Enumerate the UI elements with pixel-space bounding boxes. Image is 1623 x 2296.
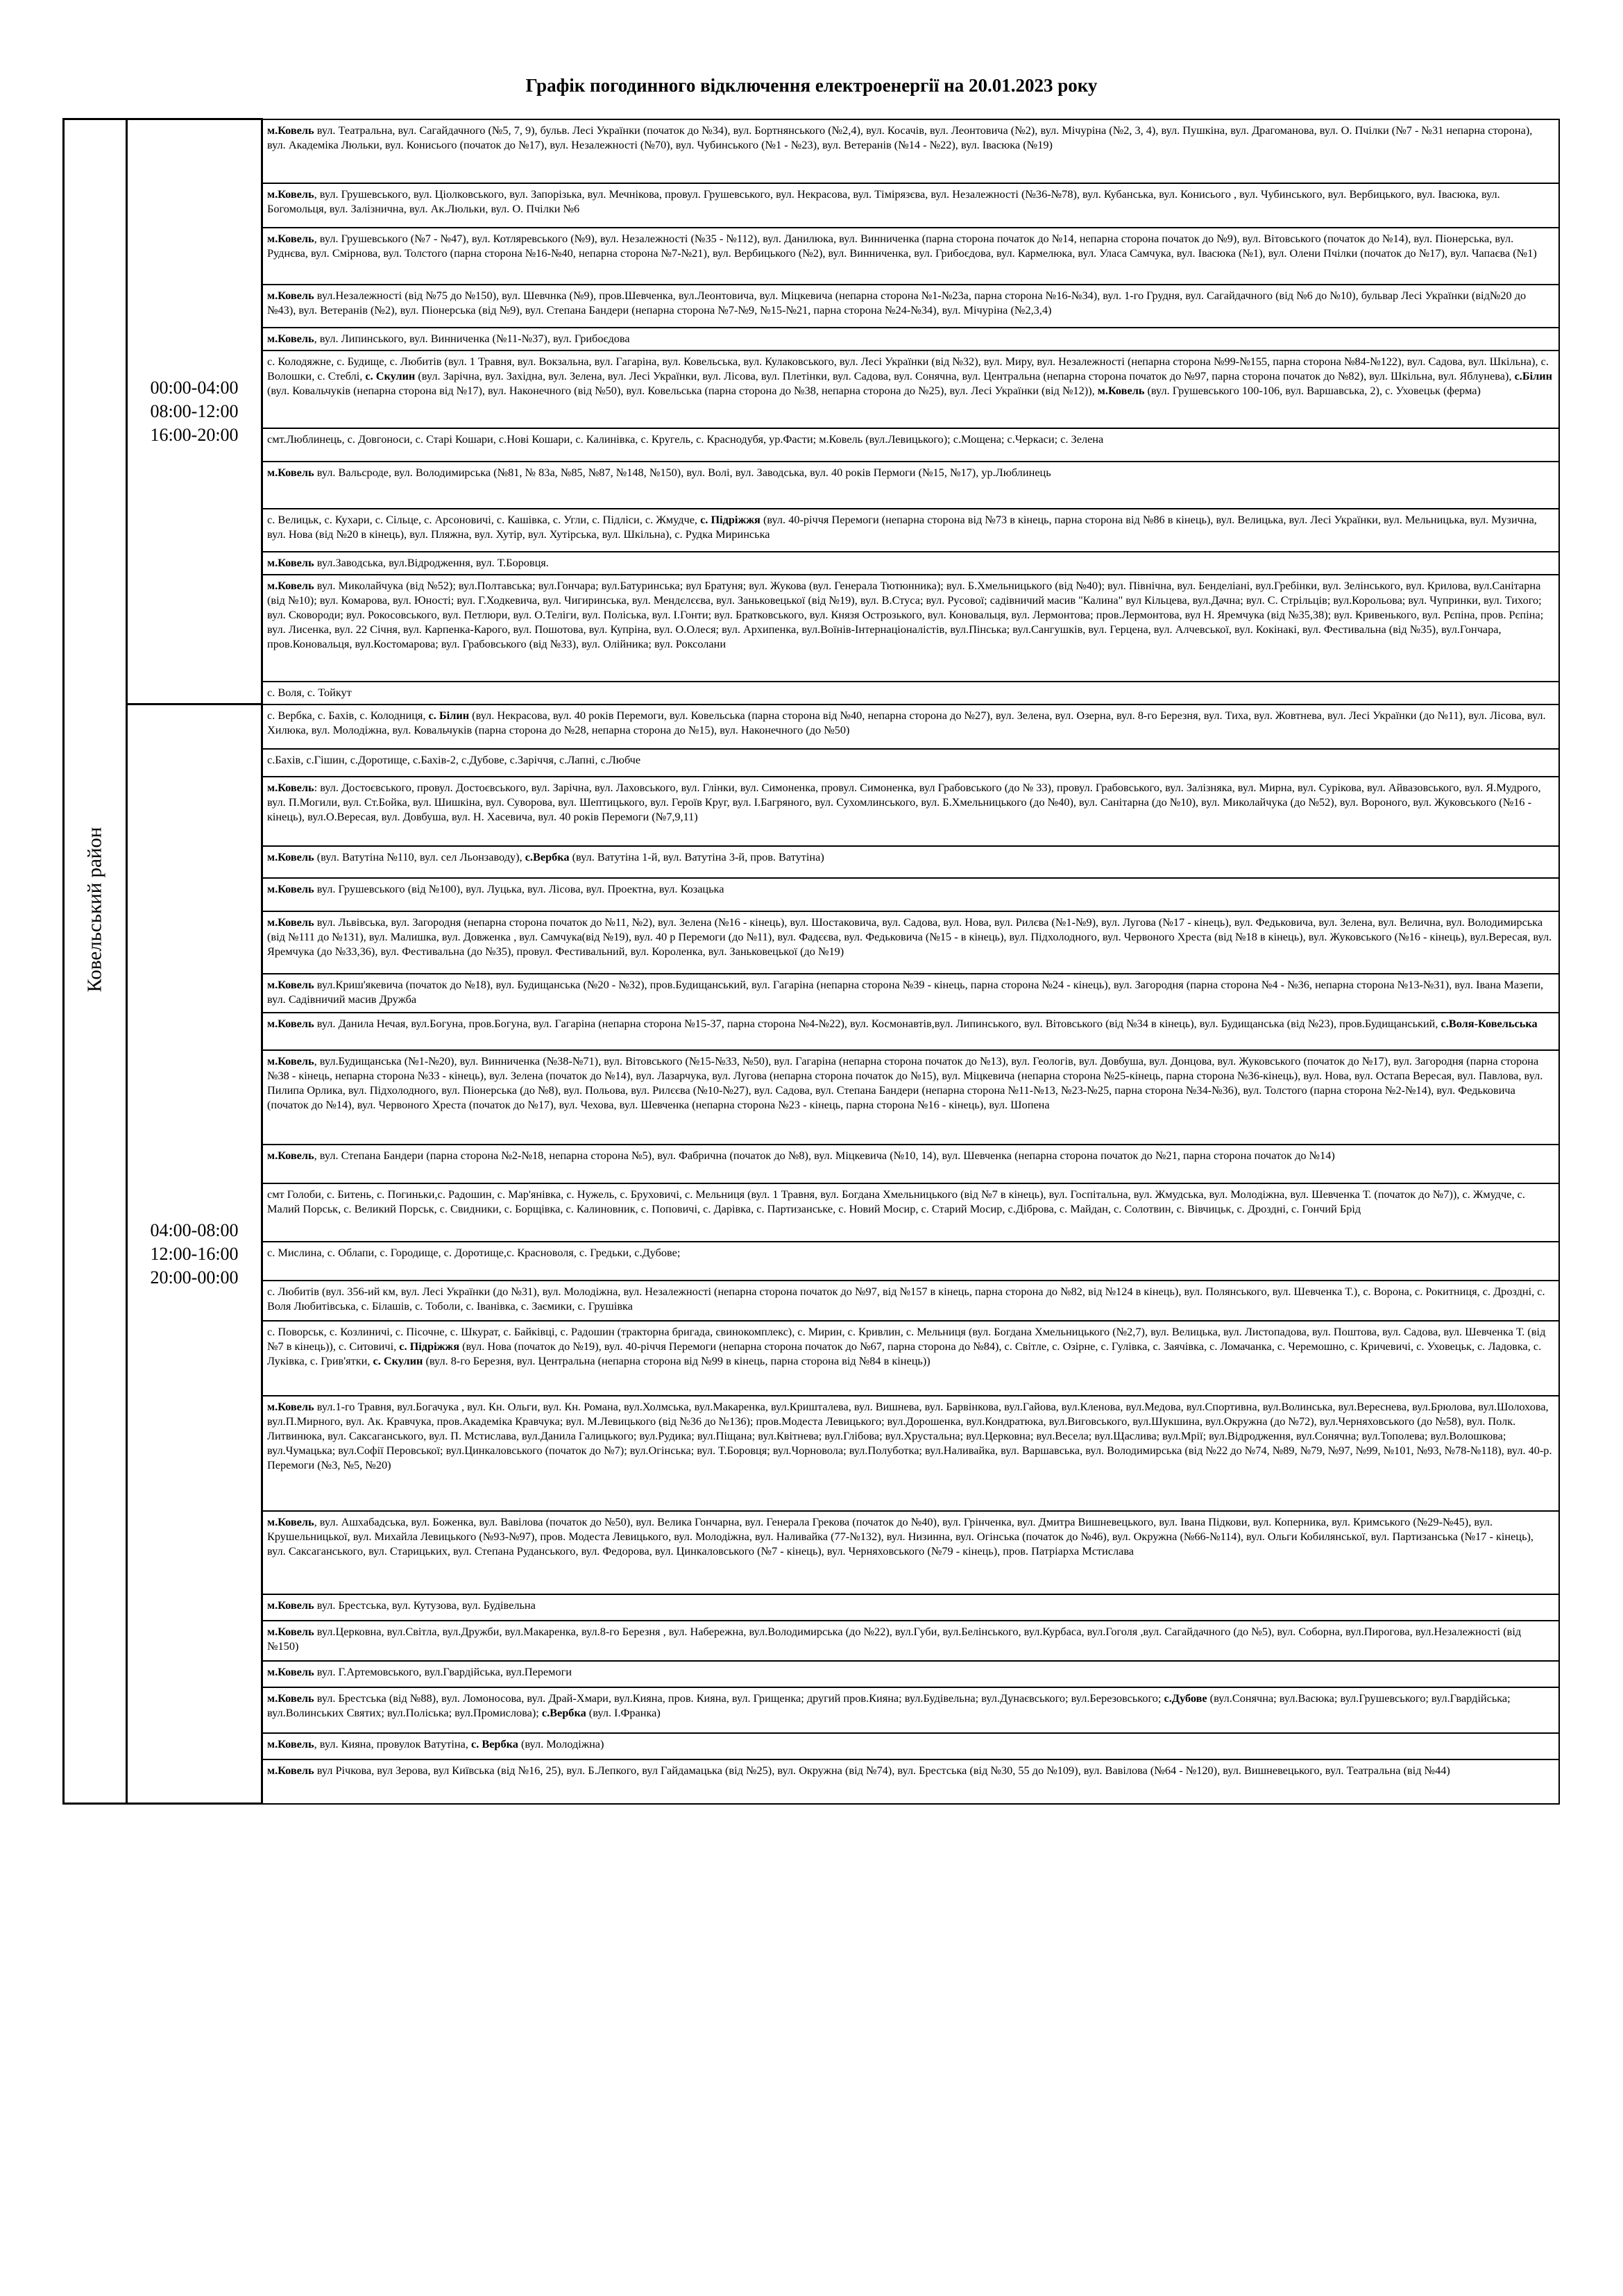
table-row xyxy=(64,119,1560,183)
table-row xyxy=(64,846,1560,878)
address-text: , вул. Грушевського (№7 - №47), вул. Котляревського (№9), вул. Незалежності (№35 - №112), вул. Данилюка, вул. Винниченка (парна сторона початок до №14, непарна сторона початок до №9), вул. Вітовського (початок до №14), вул. Піонерська, вул. Руднєва, вул. Смірнова, вул. Толстого (парна сторона №16-№40, непарна сторона №7-№21), вул. Вербицького (№2), вул. Винниченка, вул. Грибоєдова, вул. Кармелюка, вул. Уласа Самчука, вул. Івасюка (№1), вул. Олени Пчілки (початок до №17), вул. Чапаєва (№1) xyxy=(267,231,1537,260)
locality-name: м.Ковель xyxy=(267,850,314,863)
address-cell xyxy=(262,1621,1560,1661)
address-text: (вул. Грушевського 100-106, вул. Варшавська, 2), с. Уховецьк (ферма) xyxy=(1144,383,1481,397)
address-text: вул. Львівська, вул. Загородня (непарна сторона початок до №11, №2), вул. Зелена (№16 - кінець), вул. Шостаковича, вул. Садова, вул. Нова, вул. Рилєва (№1-№9), вул. Лугова (№17 - кінець), вул. Федьковича, вул. Зелена, вул. Велична, вул. Володимирська (від №111 до №131), вул. Малишка, вул. Довженка , вул. Самчука(від №19), вул. 40 р Перемоги (до №11), вул. Фадєєва, вул. Федьковича (№15 - в кінець), вул. Підхолодного, вул. Червоного Хреста (від №18 в кінець), вул. Жуковського (№16 - кінець), вул.Вересая, вул. Яремчука (до №33,36), вул. Фестивальна (до №35), провул. Фестивальний, вул. Короленка, вул. Заньковецької (до №19) xyxy=(267,915,1552,958)
locality-name: м.Ковель xyxy=(267,1514,314,1528)
table-row xyxy=(64,1183,1560,1242)
address-text: , вул.Будищанська (№1-№20), вул. Винниченка (№38-№71), вул. Вітовського (№15-№33, №50), вул. Гагаріна (непарна сторона початок до №13), вул. Геологів, вул. Довбуша, вул. Донцова, вул. Жуковського (початок до №17), вул. Загородня (парна сторона №38 - кінець, непарна сторона №33 - кінець), вул. Зелена (початок до №14), вул. Лазарчука, вул. Лугова (непарна сторона початок до №15), вул. Міцкевича (непарна сторона №25-кінець, парна сторона №36-кінець), вул. Нова, вул. Остапа Вересая, вул. Павлова, вул. Пилипа Орлика, вул. Підхолодного, вул. Піонерська (до №8), вул. Польова, вул. Рилєєва (№10-№27), вул. Садова, вул. Степана Бандери (непарна сторона №11-№13, №23-№25, парна сторона №34-№36), вул. Толстого (парна сторона №2-№14), вул. Федьковича (початок до №14), вул. Червоного Хреста (початок до №17), вул. Чехова, вул. Шевченка (непарна сторона №23 - кінець, парна сторона №16 - кінець), вул. Шопена xyxy=(267,1054,1543,1111)
address-text: с. Поворськ, с. Козлиничі, с. Пісочне, с. Шкурат, с. Байківці, с. Радошин (тракторна бригада, свинокомплекс), с. Мирин, с. Кривлин, с. Мельниця (вул. Богдана Хмельницького (№2,7), вул. Велицька, вул. Листопадова, вул. Поштова, вул. Садова, вул. Шевченка Т. (від №7 в кінець)), с. Ситовичі, xyxy=(267,1324,1546,1353)
address-text: вул Річкова, вул Зерова, вул Київська (від №16, 25), вул. Б.Лепкого, вул Гайдамацька (від №25), вул. Окружна (від №74), вул. Брестська (від №30, 55 до №109), вул. Вавілова (№64 - №120), вул. Вишневецького, вул. Театральна (від №44) xyxy=(314,1763,1450,1777)
locality-name: м.Ковель xyxy=(267,1624,314,1638)
table-row xyxy=(64,878,1560,911)
address-text: (вул. 40-річчя Перемоги (непарна сторона від №73 в кінець, парна сторона від №86 в кінець), вул. Велицька, вул. Лесі Українки, вул. Мельницька, вул. Музична, вул. Нова (від №20 в кінець), вул. Пляжна, вул. Хутір, вул. Хутірська, вул. Шкільна), с. Рудка Миринська xyxy=(267,512,1537,541)
table-row xyxy=(64,749,1560,777)
locality-name: с. Вербка xyxy=(470,1737,518,1750)
locality-name: м.Ковель xyxy=(267,555,314,569)
address-cell xyxy=(262,183,1560,228)
address-cell xyxy=(262,1733,1560,1759)
time-slot: 12:00-16:00 xyxy=(150,1243,239,1264)
locality-name: с.Дубове xyxy=(1164,1691,1207,1705)
address-text: вул. Брестська (від №88), вул. Ломоносова, вул. Драй-Хмари, вул.Кияна, пров. Кияна, вул. Грищенка; другий пров.Кияна; вул.Будівельна; вул.Дунаєвського; вул.Березовського; xyxy=(314,1691,1164,1705)
address-text: вул. Г.Артемовського, вул.Гвардійська, вул.Перемоги xyxy=(314,1664,572,1678)
address-cell xyxy=(262,682,1560,704)
time-slot: 00:00-04:00 xyxy=(150,378,239,398)
time-slots-cell xyxy=(127,704,262,1804)
address-cell xyxy=(262,1321,1560,1396)
table-row xyxy=(64,1687,1560,1733)
address-cell xyxy=(262,228,1560,285)
table-row xyxy=(64,228,1560,285)
address-cell xyxy=(262,1281,1560,1321)
table-row xyxy=(64,911,1560,974)
locality-name: м.Ковель xyxy=(267,1016,314,1030)
address-text: с. Воля, с. Тойкут xyxy=(267,685,352,699)
address-text: (вул. Нова (початок до №19), вул. 40-річчя Перемоги (непарна сторона початок до №67, парна сторона до №84), с. Світле, с. Озірне, с. Гулівка, с. Заячівка, с. Ломачанка, с. Черемошно, с. Кричевичі, с. Уховецьк, с. Ладовка, с. Луківка, с. Грив'ятки, xyxy=(267,1339,1542,1367)
address-cell xyxy=(262,1013,1560,1050)
address-text: (вул. І.Франка) xyxy=(586,1705,661,1719)
locality-name: м.Ковель xyxy=(267,1691,314,1705)
table-row xyxy=(64,1661,1560,1687)
address-cell xyxy=(262,1396,1560,1511)
table-row xyxy=(64,1396,1560,1511)
table-row xyxy=(64,552,1560,575)
address-text: : вул. Достоєвського, провул. Достоєвського, вул. Зарічна, вул. Лаховського, вул. Глінки, вул. Симоненка, провул. Симоненка, вул Грабовського (до № 33), провул. Грабовського, вул. Залізняка, вул. Мирна, вул. Сурікова, вул. Айвазовського, вул. Я.Мудрого, вул. П.Могили, вул. Ст.Бойка, вул. Шишкіна, вул. Суворова, вул. Шептицького, вул. Героїв Круг, вул. І.Багряного, вул. Сухомлинського, вул. Б.Хмельницького (до №40), вул. Санітарна (до №10), вул. Миколайчука (до №52), вул. Вороного, вул. Жуковського (№16 - кінець), вул.О.Вересая, вул. Довбуша, вул. Н. Хасевича, вул. 40 років Перемоги (№7,9,11) xyxy=(267,780,1541,823)
address-cell xyxy=(262,749,1560,777)
address-cell xyxy=(262,1511,1560,1594)
time-slot: 04:00-08:00 xyxy=(150,1219,239,1240)
table-row xyxy=(64,285,1560,328)
table-row xyxy=(64,1321,1560,1396)
locality-name: м.Ковель xyxy=(267,578,314,592)
address-text: (вул.Сонячна; вул.Васюка; вул.Грушевського; вул.Гвардійська; вул.Волинських Святих; вул.Поліська; вул.Промислова); xyxy=(267,1691,1511,1719)
district-cell xyxy=(64,119,127,1804)
table-row xyxy=(64,1281,1560,1321)
address-text: вул.Заводська, вул.Відродження, вул. Т.Боровця. xyxy=(314,555,549,569)
table-row xyxy=(64,509,1560,552)
locality-name: м.Ковель xyxy=(267,187,314,201)
locality-name: с.Воля-Ковельська xyxy=(1441,1016,1538,1030)
address-text: (вул. 8-го Березня, вул. Центральна (непарна сторона від №99 в кінець, парна сторона від №84 в кінець)) xyxy=(423,1353,931,1367)
table-row xyxy=(64,183,1560,228)
address-cell xyxy=(262,1183,1560,1242)
address-text: , вул. Липинського, вул. Винниченка (№11-№37), вул. Грибоєдова xyxy=(314,331,630,345)
table-row xyxy=(64,1511,1560,1594)
address-text: , вул. Степана Бандери (парна сторона №2-№18, непарна сторона №5), вул. Фабрична (початок до №8), вул. Міцкевича (№10, 14), вул. Шевченка (непарна сторона початок до №21, парна сторона початок до №14) xyxy=(314,1148,1335,1162)
address-text: (вул. Ватутіна 1-й, вул. Ватутіна 3-й, пров. Ватутіна) xyxy=(569,850,824,863)
page-title: Графік погодинного відключення електроенергії на 20.01.2023 року xyxy=(525,75,1098,96)
time-slot: 20:00-00:00 xyxy=(150,1267,239,1288)
locality-name: м.Ковель xyxy=(267,1598,314,1612)
time-slot: 16:00-20:00 xyxy=(150,425,239,445)
address-text: вул. Брестська, вул. Кутузова, вул. Будівельна xyxy=(314,1598,536,1612)
district-label: Ковельський район xyxy=(83,827,106,992)
address-cell xyxy=(262,1661,1560,1687)
table-row xyxy=(64,1733,1560,1759)
address-cell xyxy=(262,974,1560,1013)
address-text: (вул. Молодіжна) xyxy=(518,1737,604,1750)
address-cell xyxy=(262,351,1560,428)
table-row xyxy=(64,704,1560,749)
address-text: вул. Театральна, вул. Сагайдачного (№5, 7, 9), бульв. Лесі Українки (початок до №34), вул. Бортнянського (№2,4), вул. Косачів, вул. Леонтовича (№2), вул. Мічуріна (№2, 3, 4), вул. Пушкіна, вул. Драгоманова, вул. О. Пчілки (№7 - №31 непарна сторона), вул. Академіка Люльки, вул. Конисього (початок до №17), вул. Незалежності (№70), вул. Чубинського (№1 - №23), вул. Ветеранів (№14 - №22), вул. Івасюка (№19) xyxy=(267,123,1533,151)
table-row xyxy=(64,1242,1560,1281)
locality-name: с. Підріжжя xyxy=(399,1339,460,1353)
address-text: вул. Данила Нечая, вул.Богуна, пров.Богуна, вул. Гагаріна (непарна сторона №15-37, парна сторона №4-№22), вул. Космонавтів,вул. Липинського, вул. Вітовського (від №34 в кінець), вул. Будищанська (від №23), пров.Будищанський, xyxy=(314,1016,1441,1030)
address-cell xyxy=(262,1594,1560,1621)
locality-name: м.Ковель xyxy=(267,1054,314,1067)
address-cell xyxy=(262,1050,1560,1145)
locality-name: м.Ковель xyxy=(267,288,314,302)
address-cell xyxy=(262,777,1560,846)
address-cell xyxy=(262,509,1560,552)
schedule-body xyxy=(64,119,1560,1804)
locality-name: с.Вербка xyxy=(541,1705,586,1719)
table-row xyxy=(64,351,1560,428)
address-cell xyxy=(262,846,1560,878)
address-text: вул.Криш'якевича (початок до №18), вул. Будищанська (№20 - №32), пров.Будищанський, вул. Гагаріна (непарна сторона №39 - кінець, парна сторона №24 - кінець), вул. Загородня (парна сторона №4 - №36, непарна сторона №13-№31), вул. Івана Мазепи, вул. Садівничий масив Дружба xyxy=(267,977,1544,1006)
address-cell xyxy=(262,462,1560,509)
address-text: смт Голоби, с. Битень, с. Погиньки,с. Радошин, с. Мар'янівка, с. Нужель, с. Бруховичі, с. Мельниця (вул. 1 Травня, вул. Богдана Хмельницького (від №7 в кінець), вул. Госпітальна, вул. Жмудська, вул. Молодіжна, вул. Шевченка Т. (початок до №7)), с. Жмудче, с. Малий Порськ, с. Великий Порськ, с. Свидники, с. Борщівка, с. Калиновник, с. Поповичі, с. Дарівка, с. Партизанське, с. Новий Мосир, с. Старий Мосир, с.Діброва, с. Майдан, с. Солотвин, с. Вівчицьк, с. Дроздні, с. Гончий Брід xyxy=(267,1187,1525,1215)
address-text: с.Бахів, с.Гішин, с.Доротище, с.Бахів-2, с.Дубове, с.Заріччя, с.Лапні, с.Любче xyxy=(267,752,641,766)
time-slot: 08:00-12:00 xyxy=(150,401,239,421)
locality-name: м.Ковель xyxy=(267,1148,314,1162)
address-cell xyxy=(262,285,1560,328)
address-text: смт.Люблинець, с. Довгоноси, с. Старі Кошари, с.Нові Кошари, с. Калинівка, с. Кругель, с. Краснодубя, ур.Фасти; м.Ковель (вул.Левицького); с.Мощена; с.Черкаси; с. Зелена xyxy=(267,432,1104,446)
locality-name: с.Вербка xyxy=(525,850,570,863)
address-text: (вул. Ковальчуків (непарна сторона від №17), вул. Наконечного (від №50), вул. Ковельська (парна сторона до №38, непарна сторона до №25), вул. Лесі Українки (від №12)), xyxy=(267,383,1098,397)
table-row xyxy=(64,1013,1560,1050)
address-cell xyxy=(262,328,1560,351)
address-text: вул.Церковна, вул.Світла, вул.Дружби, вул.Макаренка, вул.8-го Березня , вул. Набережна, вул.Володимирська (до №22), вул.Губи, вул.Белінського, вул.Курбаса, вул.Гоголя ,вул. Сагайдачного (до №5), вул. Соборна, вул.Пирогова, вул.Незалежності (від №150) xyxy=(267,1624,1522,1653)
locality-name: м.Ковель xyxy=(267,780,314,794)
address-text: с. Вербка, с. Бахів, с. Колодниця, xyxy=(267,708,429,722)
table-row xyxy=(64,462,1560,509)
address-cell xyxy=(262,1145,1560,1183)
locality-name: с.Білин xyxy=(1514,369,1553,382)
table-row xyxy=(64,1759,1560,1804)
locality-name: с. Підріжжя xyxy=(700,512,760,526)
address-cell xyxy=(262,1687,1560,1733)
locality-name: м.Ковель xyxy=(1097,383,1145,397)
locality-name: м.Ковель xyxy=(267,331,314,345)
address-text: с. Любитів (вул. 356-ий км, вул. Лесі Українки (до №31), вул. Молодіжна, вул. Незалежності (непарна сторона початок до №97, від №157 в кінець, парна сторона до №82, від №124 в кінець), вул. Полянського, вул. Шевченка Т.), с. Ворона, с. Рокитниця, с. Дроздні, с. Воля Любитівська, с. Білашів, с. Тоболи, с. Іванівка, с. Заємики, с. Грушівка xyxy=(267,1284,1545,1312)
address-cell xyxy=(262,704,1560,749)
locality-name: с. Білин xyxy=(428,708,470,722)
table-row xyxy=(64,1145,1560,1183)
table-row xyxy=(64,575,1560,682)
table-row xyxy=(64,682,1560,704)
address-text: (вул. Некрасова, вул. 40 років Перемоги, вул. Ковельська (парна сторона від №40, непарна сторона до №27), вул. Зелена, вул. Озерна, вул. 8-го Березня, вул. Тиха, вул. Жовтнева, вул. Лесі Українки (до №11), вул. Лісова, вул. Хилюка, вул. Молодіжна, вул. Ковальчуків (парна сторона до №28, непарна сторона до №15), вул. Наконечного (до №50) xyxy=(267,708,1546,736)
locality-name: м.Ковель xyxy=(267,1399,314,1413)
locality-name: м.Ковель xyxy=(267,1763,314,1777)
address-cell xyxy=(262,1242,1560,1281)
address-text: , вул. Ашхабадська, вул. Боженка, вул. Вавілова (початок до №50), вул. Велика Гончарна, вул. Генерала Грекова (початок до №40), вул. Грінченка, вул. Дмитра Вишневецького, вул. Івана Підкови, вул. Коперника, вул. Кримського (№29-№45), вул. Крушельницької, вул. Михайла Левицького (№93-№97), пров. Модеста Левицького, вул. Молодіжна, вул. Наливайка (77-№132), вул. Низинна, вул. Огінська (початок до №46), вул. Окружна (№66-№114), вул. Ольги Кобилянської, вул. Партизанська (№17 - кінець), вул. Саксаганського, вул. Старицьких, вул. Степана Руданського, вул. Федорова, вул. Цинкаловського (№7 - кінець), вул. Черняховського (№79 - кінець), пров. Патріарха Мстислава xyxy=(267,1514,1533,1558)
address-text: с. Колодяжне, с. Будище, с. Любитів (вул. 1 Травня, вул. Вокзальна, вул. Гагаріна, вул. Ковельська, вул. Кулаковського, вул. Лесі Українки (від №32), вул. Миру, вул. Незалежності (непарна сторона №99-№155, парна сторона №84-№122), вул. Садова, вул. Шкільна), с. Волошки, с. Стеблі, xyxy=(267,354,1549,382)
address-cell xyxy=(262,878,1560,911)
outage-schedule-table xyxy=(62,118,1560,1805)
table-row xyxy=(64,1621,1560,1661)
address-text: с. Мислина, с. Облапи, с. Городище, с. Доротище,с. Красноволя, с. Гредьки, с.Дубове; xyxy=(267,1245,681,1259)
address-text: вул. Вальсроде, вул. Володимирська (№81, № 83а, №85, №87, №148, №150), вул. Волі, вул. Заводська, вул. 40 років Пермоги (№15, №17), ур.Люблинець xyxy=(314,465,1051,479)
table-row xyxy=(64,328,1560,351)
address-text: , вул. Кияна, провулок Ватутіна, xyxy=(314,1737,471,1750)
table-row xyxy=(64,777,1560,846)
address-text: (вул. Зарічна, вул. Західна, вул. Зелена, вул. Лесі Українки, вул. Лісова, вул. Плетінки, вул. Садова, вул. Сонячна, вул. Центральна (непарна сторона початок до №97, парна сторона початок до №82), вул. Шкільна, вул. Яблунева), xyxy=(415,369,1515,382)
table-row xyxy=(64,428,1560,462)
locality-name: с. Скулин xyxy=(365,369,416,382)
address-cell xyxy=(262,428,1560,462)
locality-name: с. Скулин xyxy=(373,1353,423,1367)
address-cell xyxy=(262,911,1560,974)
address-text: (вул. Ватутіна №110, вул. сел Льонзаводу), xyxy=(314,850,525,863)
address-cell xyxy=(262,575,1560,682)
locality-name: м.Ковель xyxy=(267,977,314,991)
locality-name: м.Ковель xyxy=(267,231,314,245)
table-row xyxy=(64,974,1560,1013)
address-text: с. Велицьк, с. Кухари, с. Сільце, с. Арсоновичі, с. Кашівка, с. Угли, с. Підліси, с. Жмудче, xyxy=(267,512,701,526)
address-text: вул. Миколайчука (від №52); вул.Полтавська; вул.Гончара; вул.Батуринська; вул Братуня; вул. Жукова (вул. Генерала Тютюнника); вул. Б.Хмельницького (від №40); вул. Північна, вул. Бенделіані, вул.Гребінки, вул. Зелінського, вул. Крилова, вул.Санітарна (від №10); вул. Комарова, вул. Юності; вул. Г.Ходкевича, вул. Чигиринська, вул. Мендєлєєва, вул. Заньковецької (від №19), вул. В.Стуса; вул. Русової; садівничий масив "Калина" вул Кільцева, вул.Дачна; вул. С. Стрільців; вул.Корольова; вул. Чупринки, вул. Тихого; вул. Сковороди; вул. Рокосовського, вул. Петлюри, вул. О.Теліги, вул. Поліська, вул. І.Гонти; вул. Братковського, вул. Князя Острозького, вул. Коновальця, вул. Лермонтова; пров.Лермонтова, вул Н. Яремчука (від №35,38); вул. Кривенького, вул. Рєпіна, пров. Рєпіна; вул. Лисенка, вул. 22 Січня, вул. Карпенка-Карого, вул. Пошотова, вул. Купріна, вул. О.Олеся; вул. Архипенка, вул.Воїнів-Інтернаціоналістів, вул.Пінська; вул.Сангушків, вул. Герцена, вул. Алчевської, вул. Кокінакі, вул. Фестивальна (від №35), вул.Гончара, пров.Коновальця, вул.Костомарова; вул. Грабовського (від №33), вул. Олійника; вул. Роксолани xyxy=(267,578,1544,650)
locality-name: м.Ковель xyxy=(267,915,314,929)
table-row xyxy=(64,1594,1560,1621)
address-text: вул.Незалежності (від №75 до №150), вул. Шевчнка (№9), пров.Шевченка, вул.Леонтовича, вул. Міцкевича (непарна сторона №1-№23а, парна сторона №16-№34), вул. 1-го Грудня, вул. Сагайдачного (від №6 до №10), бульвар Лесі Українки (від№20 до №43), вул. Ветеранів (№2), вул. Піонерська (від №9), вул. Степана Бандери (непарна сторона №7-№9, №15-№21, парна сторона №24-№34), вул. Мічуріна (№2,3,4) xyxy=(267,288,1527,316)
address-text: вул.1-го Травня, вул.Богачука , вул. Кн. Ольги, вул. Кн. Романа, вул.Холмська, вул.Макаренка, вул.Кришталева, вул. Вишнева, вул. Барвінкова, вул.Гайова, вул.Кленова, вул.Медова, вул.Спортивна, вул.Волинська, вул.Вереснева, вул.Брюлова, вул.Шолохова, вул.П.Мирного, вул. Ак. Кравчука, пров.Академіка Кравчука; вул. М.Левицького (від №36 до №136); пров.Модеста Левицького; вул.Дорошенка, вул.Кондратюка, вул.Виговського, вул.Шукшина, вул.Окружна (до №72), вул.Черняховського (до №58), вул. Полк. Литвинюка, вул. Саксаганського, вул. П. Мстислава, вул.Данила Галицького; вул.Рудика; вул.Піщана; вул.Квітнева; вул.Глібова; вул.Хрустальна; вул.Церковна; вул.Весела; вул.Щаслива; вул.Мрії; вул.Відродження, вул.Сонячна; вул.Тополева; вул.Волошкова; вул.Чумацька; вул.Софії Перовської; вул.Цинкаловського (початок до №7); вул.Огінська; вул. Т.Боровця; вул.Чорновола; вул.Полуботка; вул.Наливайка, вул. Варшавська, вул. Володимирська (від №22 до №74, №89, №79, №97, №99, №101, №93, №78-№118), вул. 40-р. Перемоги (№3, №5, №20) xyxy=(267,1399,1552,1471)
address-cell xyxy=(262,119,1560,183)
time-slots-cell xyxy=(127,119,262,704)
address-cell xyxy=(262,552,1560,575)
table-row xyxy=(64,1050,1560,1145)
locality-name: м.Ковель xyxy=(267,1737,314,1750)
locality-name: м.Ковель xyxy=(267,465,314,479)
locality-name: м.Ковель xyxy=(267,1664,314,1678)
locality-name: м.Ковель xyxy=(267,881,314,895)
address-cell xyxy=(262,1759,1560,1804)
locality-name: м.Ковель xyxy=(267,123,314,137)
address-text: вул. Грушевського (від №100), вул. Луцька, вул. Лісова, вул. Проектна, вул. Козацька xyxy=(314,881,724,895)
address-text: , вул. Грушевського, вул. Ціолковського, вул. Запорізька, вул. Мечнікова, провул. Грушевського, вул. Некрасова, вул. Тімірязєва, вул. Незалежності (№36-№78), вул. Кубанська, вул. Конисього , вул. Чубинського, вул. Вербицького, вул. Івасюка, вул. Богомольця, вул. Залізнична, вул. Ак.Люльки, вул. О. Пчілки №6 xyxy=(267,187,1500,215)
